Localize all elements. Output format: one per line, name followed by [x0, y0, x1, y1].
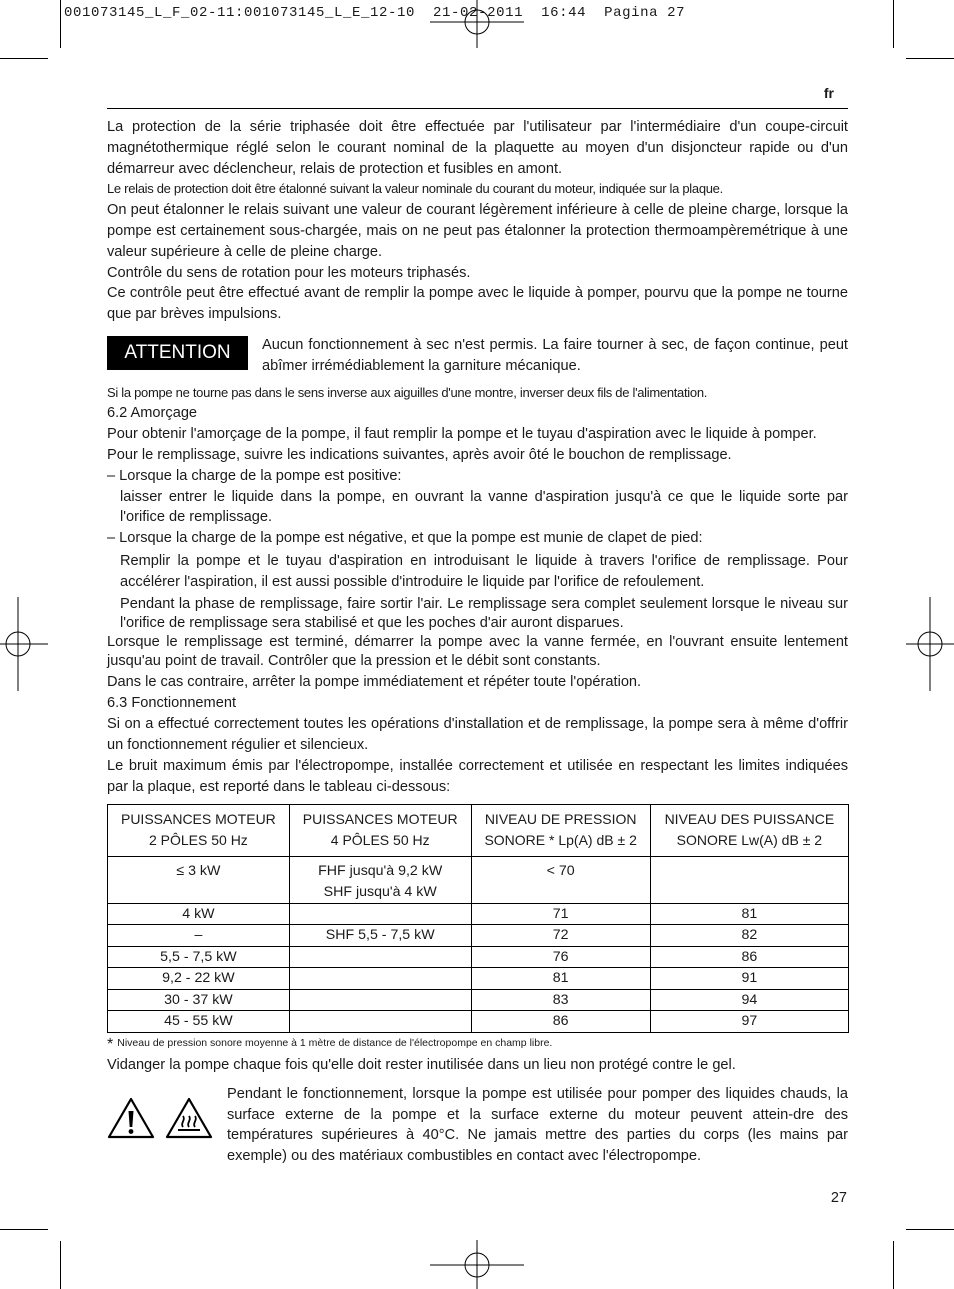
attention-badge: ATTENTION [107, 336, 248, 370]
crop-mark [906, 1229, 954, 1230]
table-cell: 76 [471, 946, 650, 968]
table-cell: 81 [650, 903, 848, 925]
table-cell: 86 [650, 946, 848, 968]
table-cell: 82 [650, 925, 848, 947]
table-cell: – [108, 925, 290, 947]
table-cell: FHF jusqu'à 9,2 kW SHF jusqu'à 4 kW [289, 857, 471, 903]
registration-mark-icon [430, 1240, 524, 1289]
header-rule [107, 108, 848, 109]
paragraph: Si on a effectué correctement toutes les opérations d'installation et de remplissage, la pompe sera à même d'offrir un fonctionnement régulier et silencieux. [107, 716, 848, 753]
list-item-text: Pendant la phase de remplissage, faire sortir l'air. Le remplissage sera complet seulement lorsque le niveau sur l'orifice de remplissage sera stabilisé et que les poches d'air auront disparues. [120, 595, 848, 631]
table-cell: ≤ 3 kW [108, 857, 290, 903]
subheading: Contrôle du sens de rotation pour les moteurs triphasés. [107, 264, 471, 281]
warning-triangle-icon [107, 1097, 155, 1139]
registration-mark-icon [430, 0, 524, 48]
table-cell: 45 - 55 kW [108, 1011, 290, 1033]
table-cell: 94 [650, 989, 848, 1011]
table-cell: 97 [650, 1011, 848, 1033]
table-cell [289, 903, 471, 925]
paragraph: Ce contrôle peut être effectué avant de remplir la pompe avec le liquide à pomper, pourvu que la pompe ne tourne que par brèves impulsions. [107, 285, 848, 323]
hot-surface-icon [165, 1097, 213, 1139]
page-number: 27 [830, 1190, 847, 1206]
table-cell: 71 [471, 903, 650, 925]
attention-block [107, 335, 848, 377]
table-header-cell: NIVEAU DE PRESSION SONORE * Lp(A) dB ± 2 [471, 805, 650, 857]
table-row [108, 968, 849, 990]
table-cell [289, 946, 471, 968]
paragraph: La protection de la série triphasée doit être effectuée par l'utilisateur par l'intermédiaire d'un coupe-circuit magnétothermique réglé selon le courant nominal de la plaquette au moyen d'un disjoncteur rapide ou d'un démarreur avec déclencheur, relais de protection et fusibles en amont. [107, 119, 848, 177]
crop-mark [60, 1241, 61, 1289]
table-cell: 86 [471, 1011, 650, 1033]
table-row [108, 1011, 849, 1033]
crop-mark [60, 0, 61, 48]
paragraph: Dans le cas contraire, arrêter la pompe immédiatement et répéter toute l'opération. [107, 673, 642, 690]
table-cell: 83 [471, 989, 650, 1011]
hot-surface-warning [107, 1084, 848, 1167]
table-cell [289, 968, 471, 990]
attention-text: Aucun fonctionnement à sec n'est permis. La faire tourner à sec, de façon continue, peut abîmer irrémédiablement la garniture mécanique. [262, 336, 848, 374]
table-cell [650, 857, 848, 903]
table-cell: 91 [650, 968, 848, 990]
paragraph: Pour obtenir l'amorçage de la pompe, il faut remplir la pompe et le tuyau d'aspiration avec le liquide à pomper. Pour le remplissage, suivre les indications suivantes, après avoir ôté le bouchon de remplissage. [107, 426, 817, 463]
table-cell: SHF 5,5 - 7,5 kW [289, 925, 471, 947]
table-row [108, 946, 849, 968]
table-cell [289, 989, 471, 1011]
table-cell: 5,5 - 7,5 kW [108, 946, 290, 968]
crop-mark [0, 58, 48, 59]
registration-mark-icon [0, 597, 48, 691]
crop-mark [893, 1241, 894, 1289]
table-header-row [108, 805, 849, 857]
print-header: 001073145_L_F_02-11:001073145_L_E_12-10 21-02-2011 16:44 Pagina 27 [64, 5, 686, 21]
footnote: * Niveau de pression sonore moyenne à 1 mètre de distance de l'électropompe en champ libre. [107, 1036, 553, 1054]
paragraph: On peut étalonner le relais suivant une valeur de courant légèrement inférieure à celle de pleine charge, lorsque la pompe est certainement sous-chargée, mais on ne peut pas étalonner la protection thermoampèremétrique à une valeur supérieure à celle de pleine charge. [107, 202, 848, 260]
warning-text: Pendant le fonctionnement, lorsque la pompe est utilisée pour pomper des liquides chauds, la surface externe de la pompe et la surface externe du moteur peuvent attein-dre des températures supérieures à 40°C. Ne jamais mettre des parties du corps (les mains par exemple) ou des matériaux combustibles en contact avec l'électropompe. [227, 1085, 848, 1165]
list-item: – Lorsque la charge de la pompe est positive: [107, 467, 402, 484]
table-row [108, 857, 849, 903]
page-content [107, 117, 848, 1167]
table-header-cell: PUISSANCES MOTEUR 2 PÔLES 50 Hz [108, 805, 290, 857]
table-cell: 30 - 37 kW [108, 989, 290, 1011]
section-heading: 6.2 Amorçage [107, 405, 198, 422]
table-cell: 4 kW [108, 903, 290, 925]
paragraph: Le bruit maximum émis par l'électropompe, installée correctement et utilisée en respectant les limites indiquées par la plaque, est reporté dans le tableau ci-dessous: [107, 757, 848, 795]
section-heading: 6.3 Fonctionnement [107, 695, 236, 712]
table-cell: 9,2 - 22 kW [108, 968, 290, 990]
table-header-cell: PUISSANCES MOTEUR 4 PÔLES 50 Hz [289, 805, 471, 857]
table-header-cell: NIVEAU DES PUISSANCE SONORE Lw(A) dB ± 2 [650, 805, 848, 857]
list-item: – Lorsque la charge de la pompe est négative, et que la pompe est munie de clapet de pied: [107, 530, 703, 547]
table-cell: 81 [471, 968, 650, 990]
list-item-text: Remplir la pompe et le tuyau d'aspiration en introduisant le liquide à travers l'orifice de remplissage. Pour accélérer l'aspiration, il est aussi possible d'introduire le liquide par l'orifice de refoulement. [120, 552, 848, 590]
paragraph: Vidanger la pompe chaque fois qu'elle doit rester inutilisée dans un lieu non protégé contre le gel. [107, 1057, 736, 1074]
crop-mark [0, 1229, 48, 1230]
table-cell: < 70 [471, 857, 650, 903]
noise-level-table [107, 804, 849, 1033]
table-row [108, 903, 849, 925]
registration-mark-icon [906, 597, 954, 691]
list-item-text: laisser entrer le liquide dans la pompe, en ouvrant la vanne d'aspiration jusqu'à ce que le liquide sorte par l'orifice de remplissage. [120, 488, 848, 526]
warning-icons [107, 1084, 227, 1139]
table-cell: 72 [471, 925, 650, 947]
paragraph: Si la pompe ne tourne pas dans le sens inverse aux aiguilles d'une montre, inverser deux fils de l'alimentation. [107, 384, 708, 400]
table-cell [289, 1011, 471, 1033]
language-code: fr [823, 85, 834, 101]
table-row [108, 925, 849, 947]
paragraph: Lorsque le remplissage est terminé, démarrer la pompe avec la vanne fermée, en l'ouvrant ensuite lentement jusqu'au point de travail. Contrôler que la pression et le débit sont constants. [107, 633, 848, 670]
table-row [108, 989, 849, 1011]
crop-mark [893, 0, 894, 48]
paragraph: Le relais de protection doit être étalonné suivant la valeur nominale du courant du moteur, indiquée sur la plaque. [107, 181, 723, 197]
crop-mark [906, 58, 954, 59]
